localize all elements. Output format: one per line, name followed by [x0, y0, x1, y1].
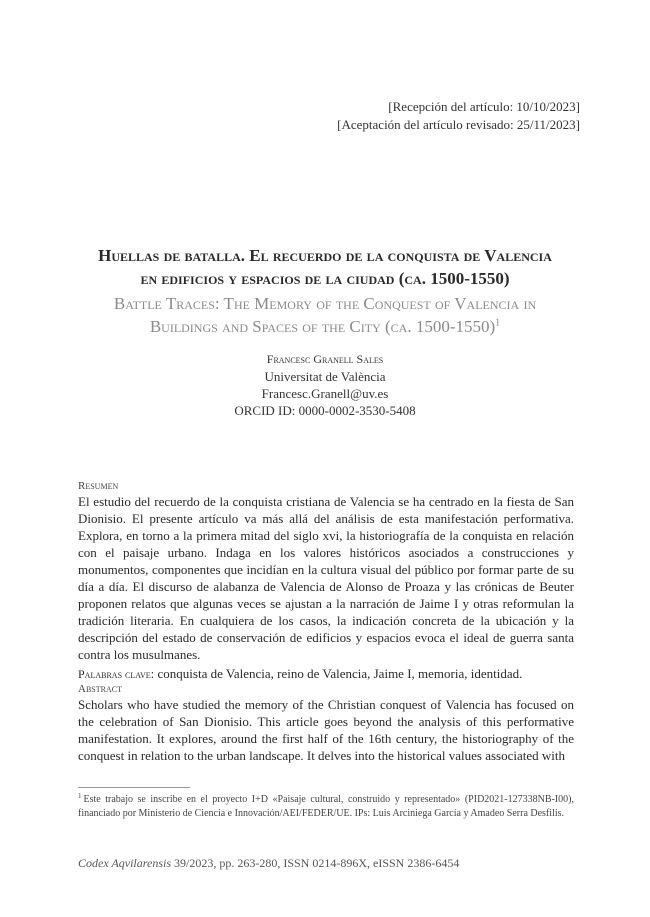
title-spanish-line-1: Huellas de batalla. El recuerdo de la conquista de Valencia	[98, 246, 552, 265]
abstract-body: Scholars who have studied the memory of the Christian conquest of Valencia has focused on the celebration of San Dionisio. This article goes beyond the analysis of this performative manifestation. It explores, around the first half of the 16th century, the historiography of the conquest in relation to the urban landscape. It delves into the historical values associated with	[78, 697, 574, 763]
palabras-clave-values: : conquista de Valencia, reino de Valencia, Jaime I, memoria, identidad.	[150, 666, 523, 681]
resumen-section	[78, 479, 574, 683]
journal-name: Codex Aqvilarensis	[78, 856, 171, 870]
title-spanish-line-2: en edificios y espacios de la ciudad (ca. 1500-1550)	[140, 269, 510, 288]
footnote	[78, 793, 574, 821]
page-footer	[78, 855, 459, 871]
palabras-clave	[78, 665, 574, 683]
footnote-text: Este trabajo se inscribe en el proyecto I+D «Paisaje cultural, construido y representado» (PID2021-127338NB-I00), financiado por Ministerio de Ciencia e Innovación/AEI/FEDER/UE. IPs: Luis Arciniega García y Amadeo Serra Desfilis.	[78, 794, 574, 819]
title-english-line-2: Buildings and Spaces of the City (ca. 1500-1550)	[149, 317, 496, 336]
title-spanish	[60, 244, 590, 290]
author-email[interactable]: Francesc.Granell@uv.es	[261, 386, 389, 401]
author-affiliation: Universitat de València	[264, 369, 386, 384]
title-english-line-1: Battle Traces: The Memory of the Conquest of Valencia in	[113, 294, 537, 313]
title-english	[60, 292, 590, 338]
resumen-label: Resumen	[78, 480, 119, 492]
received-date: [Recepción del artículo: 10/10/2023]	[388, 99, 580, 114]
journal-citation: 39/2023, pp. 263-280, ISSN 0214-896X, eISSN 2386-6454	[171, 856, 460, 870]
author-block	[0, 351, 650, 419]
abstract-label: Abstract	[78, 683, 122, 695]
footnote-divider	[78, 787, 190, 788]
palabras-clave-label: Palabras clave	[78, 667, 151, 681]
author-name: Francesc Granell Sales	[266, 352, 384, 366]
title-footnote-mark[interactable]: 1	[495, 317, 501, 329]
accepted-date: [Aceptación del artículo revisado: 25/11/2023]	[337, 117, 580, 132]
author-orcid: ORCID ID: 0000-0002-3530-5408	[234, 403, 416, 418]
submission-dates	[337, 98, 580, 134]
resumen-body: El estudio del recuerdo de la conquista cristiana de Valencia se ha centrado en la fiesta de San Dionisio. El presente artículo va más allá del análisis de esta manifestación performativa. Explora, en torno a la primera mitad del siglo xvi, la historiografía de la conquista en relación con el paisaje urbano. Indaga en los valores históricos asociados a construcciones y monumentos, componentes que incidían en la cultura visual del público por formar parte de su día a día. El discurso de alabanza de Valencia de Alonso de Proaza y las crónicas de Beuter proponen relatos que algunas veces se ajustan a la narración de Jaime I y otras reformulan la tradición literaria. En cualquiera de los casos, la indicación concreta de la ubicación y la descripción del estado de conservación de edificios y espacios evoca el ideal de guerra santa contra los musulmanes.	[78, 494, 574, 662]
footnote-mark: 1	[78, 791, 82, 800]
title-english-line-2-wrap	[60, 315, 590, 338]
abstract-section	[78, 682, 574, 764]
